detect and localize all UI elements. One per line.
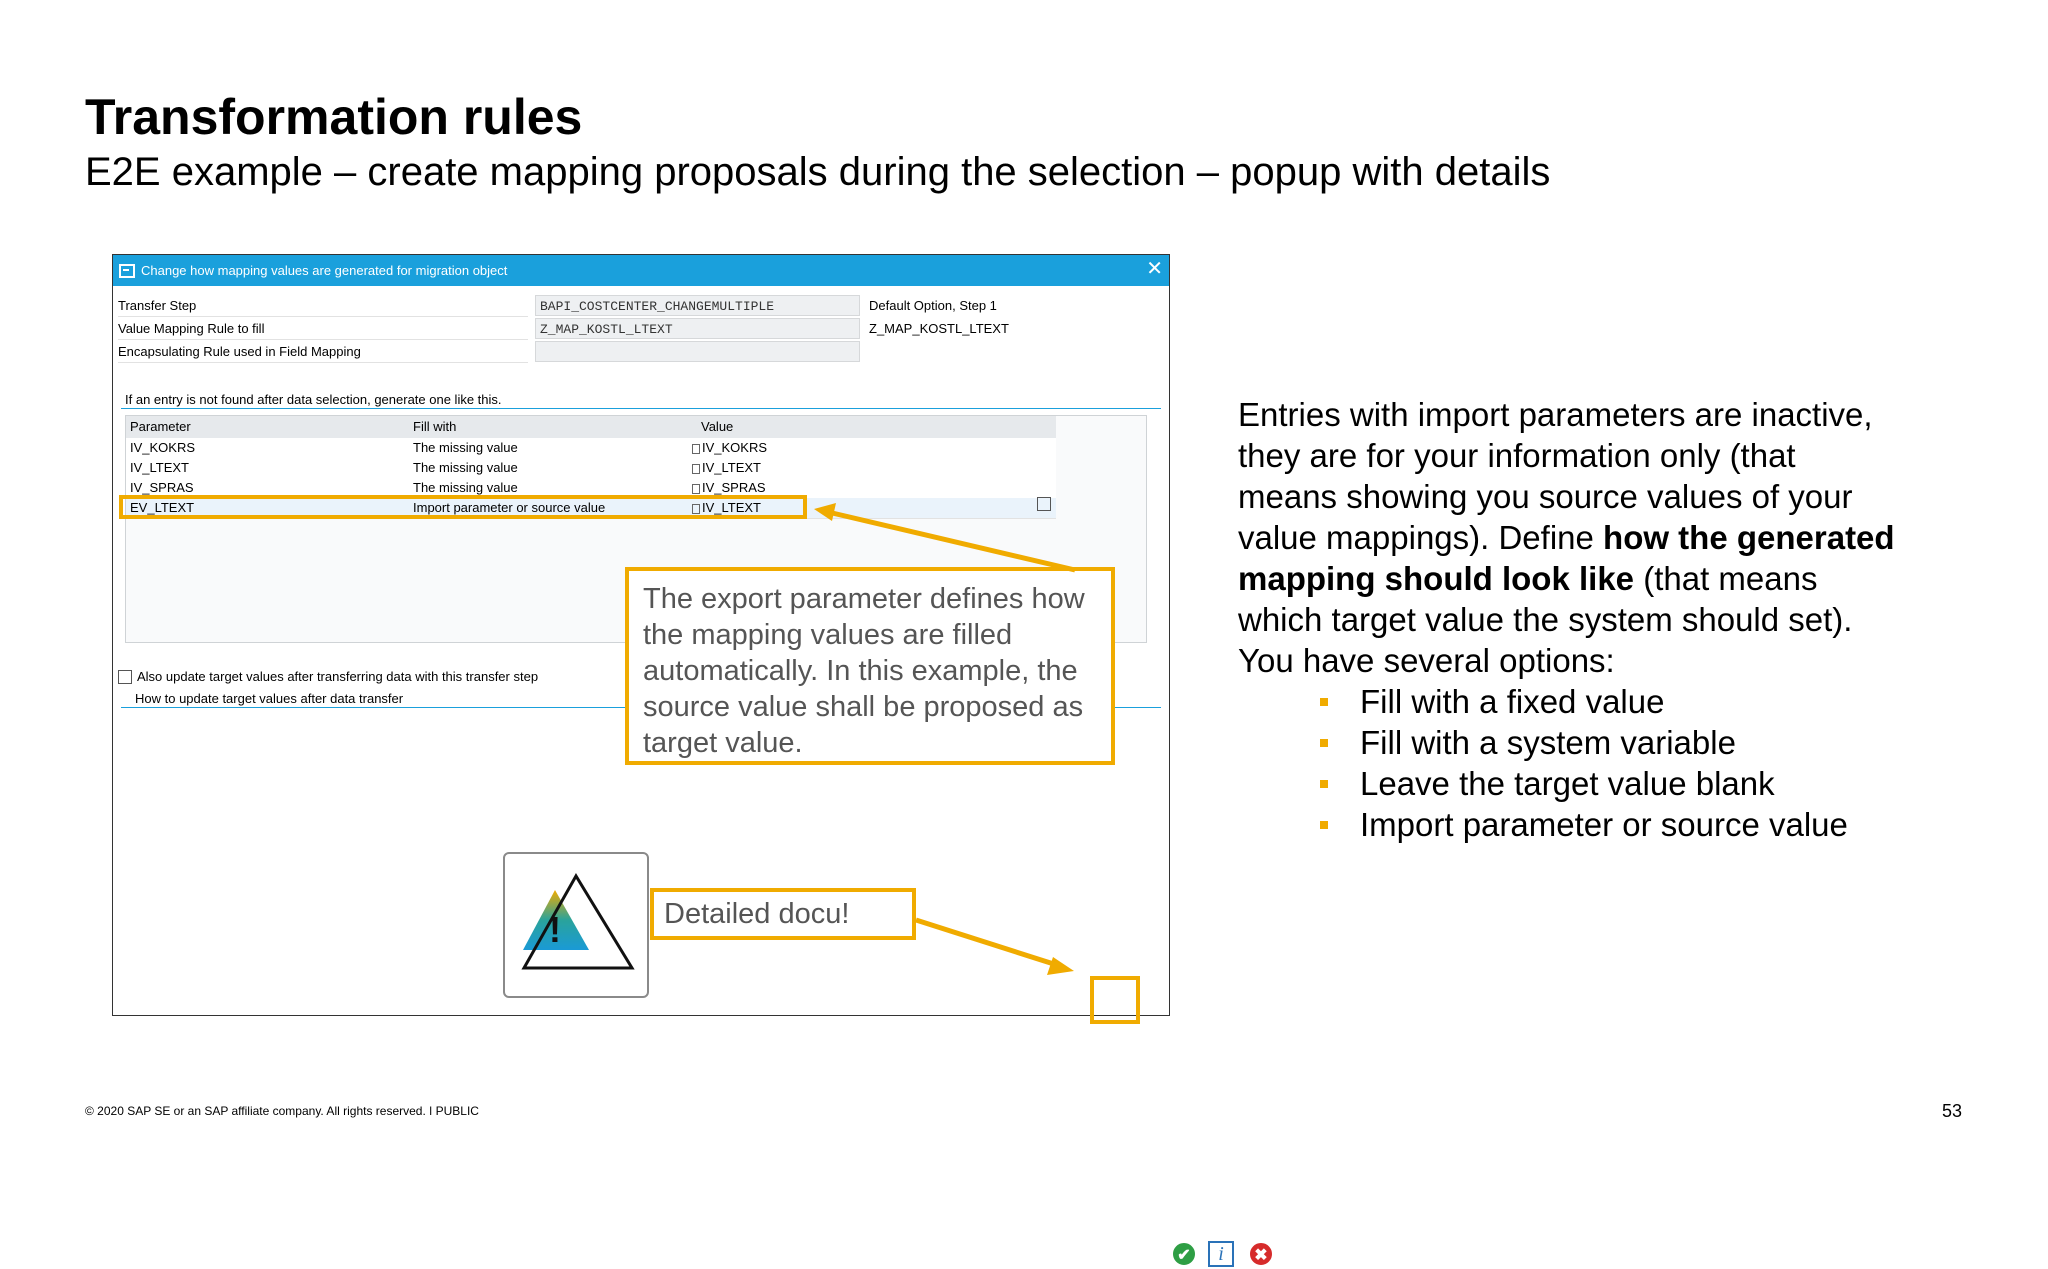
detailed-docu-label: Detailed docu! (650, 888, 916, 940)
row-fill-with[interactable]: The missing value (413, 480, 518, 495)
row-parameter: IV_SPRAS (130, 480, 194, 495)
options-list (1320, 681, 1898, 845)
page-number: 53 (1942, 1101, 1963, 1121)
row-parameter: IV_KOKRS (130, 440, 196, 455)
encapsulating-rule-label: Encapsulating Rule used in Field Mapping (118, 341, 528, 363)
mapping-rule-field[interactable]: Z_MAP_KOSTL_LTEXT (535, 318, 860, 339)
footer-copyright: © 2020 SAP SE or an SAP affiliate company. All rights reserved. ǀ PUBLIC (85, 1104, 479, 1118)
row-parameter: IV_LTEXT (130, 460, 190, 475)
transfer-step-description: Default Option, Step 1 (869, 298, 997, 313)
confirm-button[interactable]: ✔ (1171, 1241, 1197, 1267)
slide-subtitle: E2E example – create mapping proposals during the selection – popup with details (85, 150, 1551, 194)
slide-title: Transformation rules (85, 89, 583, 145)
list-item (1320, 722, 1898, 763)
column-header-fill-with[interactable]: Fill with (413, 419, 457, 434)
option-label: Fill with a system variable (1360, 724, 1736, 761)
option-label: Leave the target value blank (1360, 765, 1775, 802)
howto-caption: How to update target values after data transfer (135, 691, 404, 706)
list-item (1320, 681, 1898, 722)
option-label: Fill with a fixed value (1360, 683, 1665, 720)
docu-arrow-line (916, 920, 1060, 966)
bullet-icon (1320, 780, 1328, 788)
bullet-icon (1320, 739, 1328, 747)
transfer-step-label: Transfer Step (118, 295, 528, 317)
row-value-text: IV_LTEXT (702, 500, 762, 515)
row-fill-with[interactable]: The missing value (413, 460, 518, 475)
row-value-text: IV_SPRAS (702, 480, 766, 495)
bullet-icon (1320, 821, 1328, 829)
info-button[interactable]: i (1208, 1241, 1234, 1267)
section-caption: If an entry is not found after data selection, generate one like this. (125, 392, 502, 407)
transfer-step-field[interactable]: BAPI_COSTCENTER_CHANGEMULTIPLE (535, 295, 860, 316)
list-item (1320, 804, 1898, 845)
close-icon[interactable]: ✕ (1146, 258, 1163, 280)
callout-arrow-line (828, 512, 1075, 570)
docu-arrow-head (1047, 957, 1074, 975)
mapping-rule-description: Z_MAP_KOSTL_LTEXT (869, 321, 1009, 336)
explanation-bold: how the generated mapping should look like (1238, 519, 1895, 597)
row-value-text: IV_LTEXT (702, 460, 762, 475)
explanation-intro: Entries with import parameters are inactive, they are for your information only (that means showing you source values of your value mappings). Define (1238, 396, 1873, 556)
column-header-parameter[interactable]: Parameter (130, 419, 191, 434)
callout-arrow-head (814, 503, 836, 521)
bullet-icon (1320, 698, 1328, 706)
mapping-rule-label: Value Mapping Rule to fill (118, 318, 528, 340)
option-label: Import parameter or source value (1360, 806, 1848, 843)
cancel-button[interactable]: ✖ (1248, 1241, 1274, 1267)
svg-text:!: ! (549, 909, 561, 950)
export-parameter-callout: The export parameter defines how the mapping values are filled automatically. In this example, the source value shall be proposed as target value. (625, 567, 1115, 765)
row-value-text: IV_KOKRS (702, 440, 768, 455)
row-fill-with[interactable]: Import parameter or source value (413, 500, 606, 515)
dialog-title: Change how mapping values are generated for migration object (141, 263, 508, 278)
update-target-values-label: Also update target values after transferring data with this transfer step (137, 669, 539, 684)
explanation-text (1238, 394, 1898, 845)
explanation-options-intro: (that means which target value the system should set). You have several options: (1238, 560, 1853, 679)
list-item (1320, 763, 1898, 804)
column-header-value[interactable]: Value (701, 419, 734, 434)
row-parameter: EV_LTEXT (130, 500, 195, 515)
row-fill-with[interactable]: The missing value (413, 440, 518, 455)
